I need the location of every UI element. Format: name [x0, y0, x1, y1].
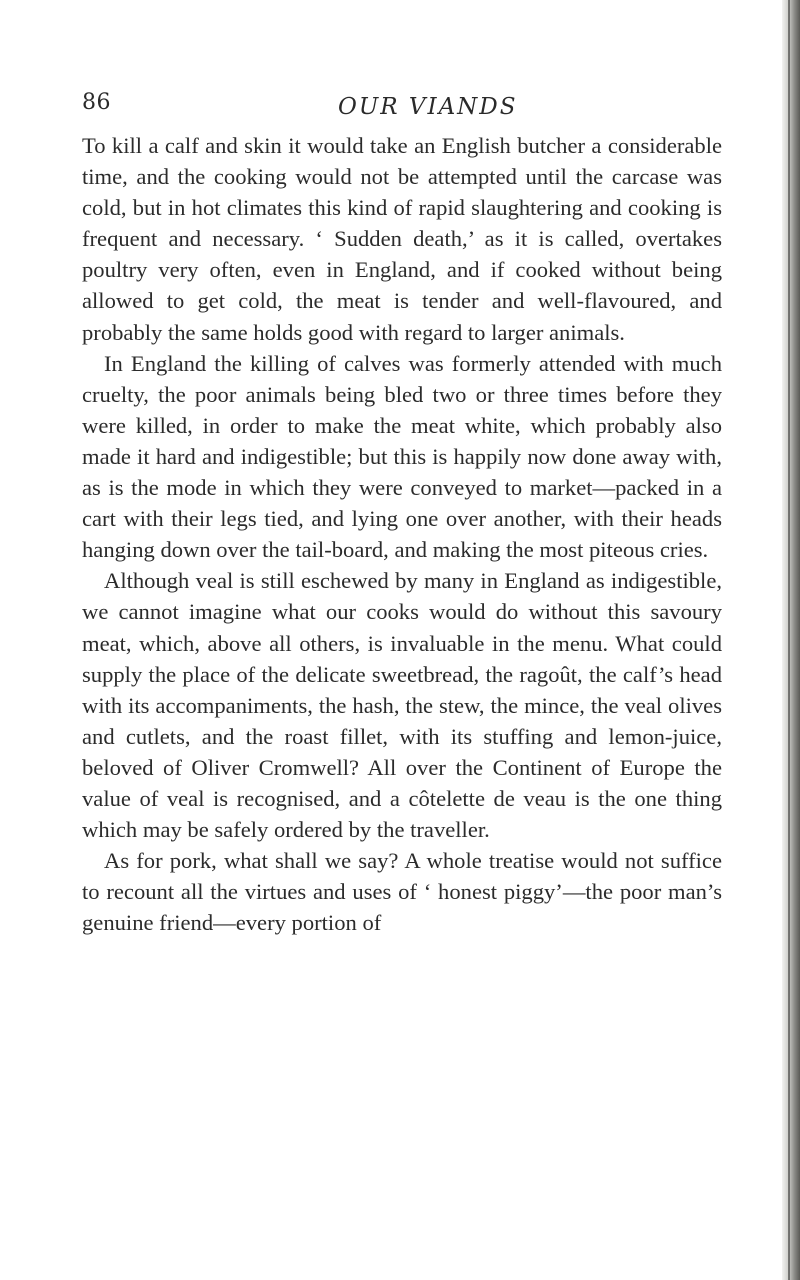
paragraph-2: In England the killing of calves was formerly attended with much cruelty, the poor animals being bled two or three times before they were killed, in order to make the meat white, which probably also made it hard and indigestible; but this is happily now done away with, as is the mode in which they were conveyed to market—packed in a cart with their legs tied, and lying one over another, with their heads hanging down over the tail-board, and making the most piteous cries. [82, 350, 722, 563]
body-text [82, 130, 722, 938]
paragraph-3: Although veal is still eschewed by many in England as indigestible, we cannot imagine what our cooks would do without this savoury meat, which, above all others, is invaluable in the menu. What could supply the place of the delicate sweetbread, the ragoût, the calf’s head with its accompaniments, the hash, the stew, the mince, the veal olives and cutlets, and the roast fillet, with its stuffing and lemon-juice, beloved of Oliver Cromwell? All over the Continent of Europe the value of veal is recognised, and a côtelette de veau is the one thing which may be safely ordered by the traveller. [82, 568, 722, 843]
page-edge-line [788, 0, 790, 1280]
page-header [82, 86, 722, 126]
page-edge-shadow [782, 0, 800, 1280]
page-number: 86 [82, 90, 111, 115]
running-head: OUR VIANDS [338, 94, 518, 120]
paragraph-4: As for pork, what shall we say? A whole treatise would not suffice to recount all the virtues and uses of ‘ honest piggy’—the poor man’s genuine friend—every portion of [82, 848, 722, 936]
paragraph-1: To kill a calf and skin it would take an English butcher a considerable time, and the cooking would not be attempted until the carcase was cold, but in hot climates this kind of rapid slaughtering and cooking is frequent and necessary. ‘ Sudden death,’ as it is called, overtakes poultry very often, even in England, and if cooked without being allowed to get cold, the meat is tender and well-flavoured, and probably the same holds good with regard to larger animals. [82, 133, 722, 345]
